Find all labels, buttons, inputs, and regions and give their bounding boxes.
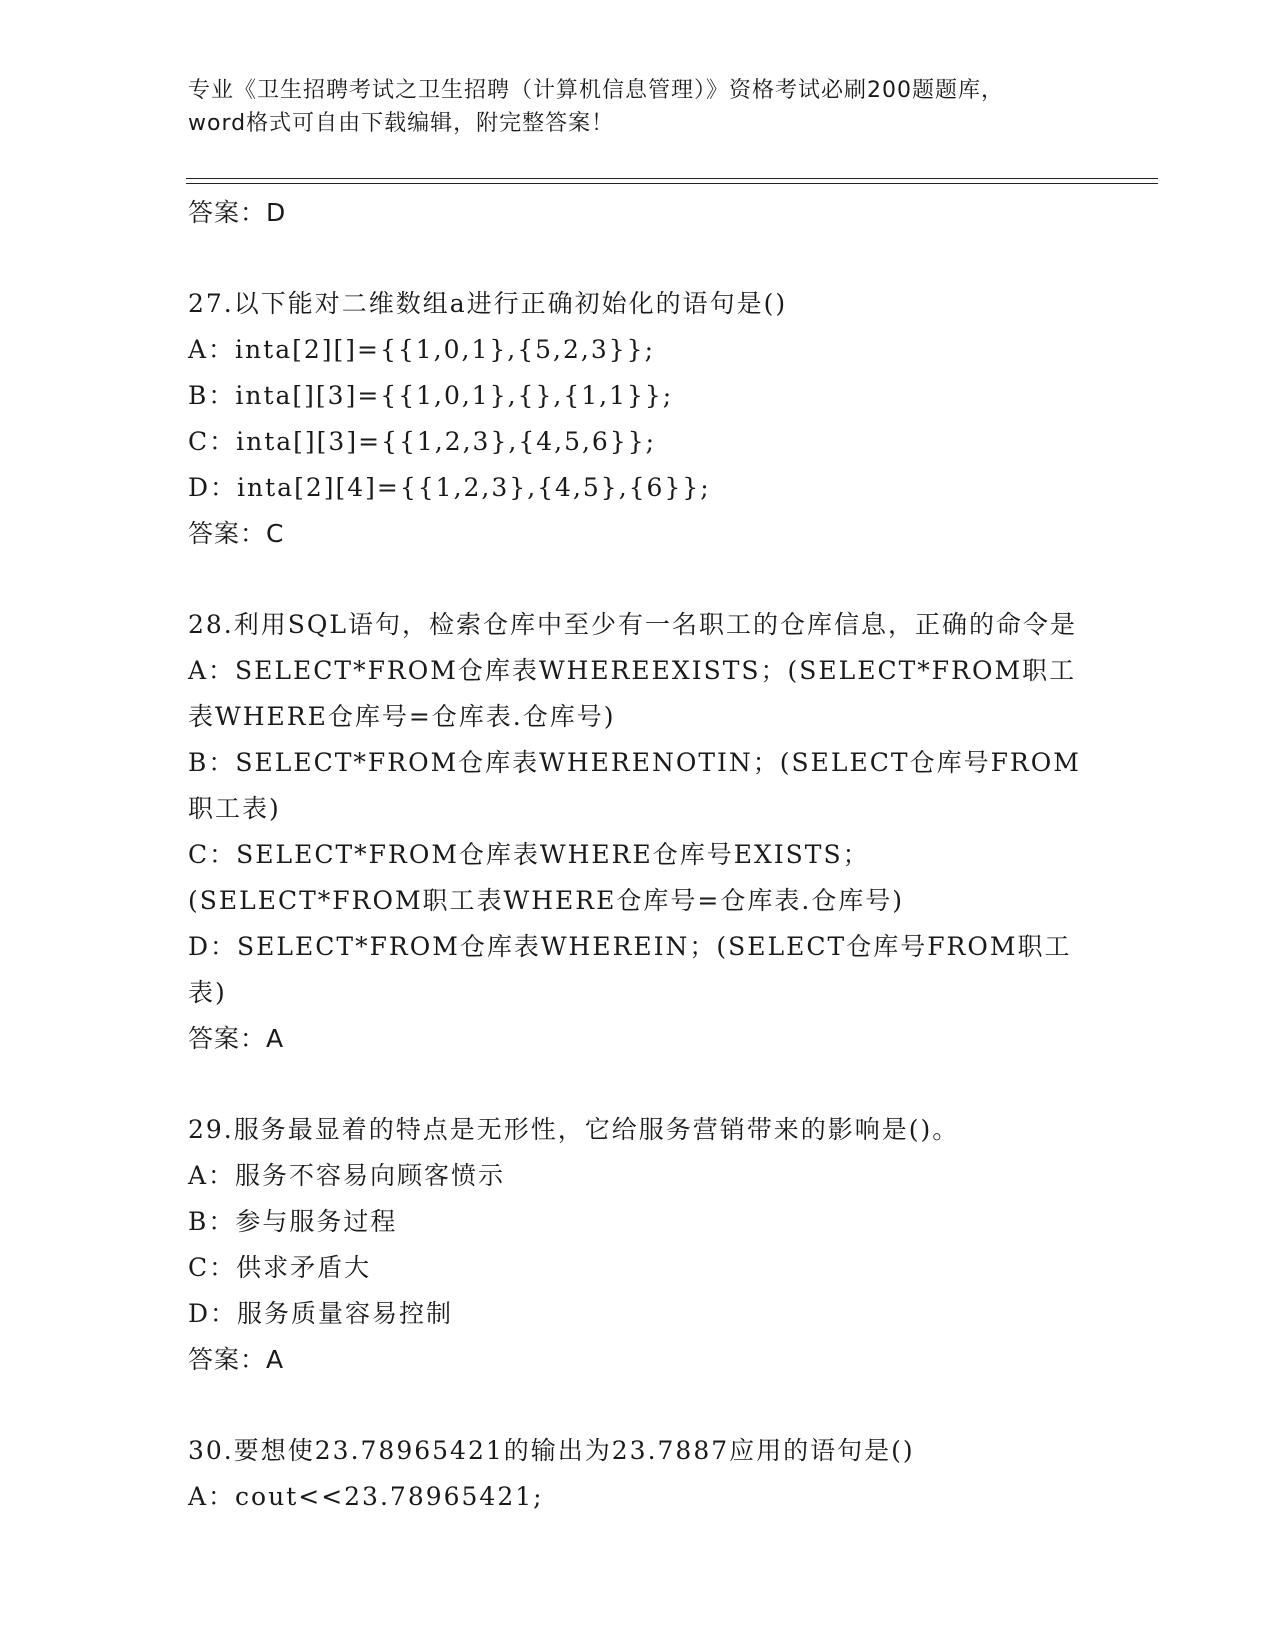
header-divider-top — [186, 178, 1158, 179]
question-stem: 29.服务最显着的特点是无形性，它给服务营销带来的影响是()。 — [188, 1115, 960, 1144]
document-header — [188, 74, 1088, 140]
option-b: B：SELECT*FROM仓库表WHERENOTIN；(SELECT仓库号FROM职工表) — [188, 748, 1081, 823]
option-a: A：服务不容易向顾客愤示 — [188, 1161, 506, 1190]
option-b: B：参与服务过程 — [188, 1207, 398, 1236]
header-line-1: 专业《卫生招聘考试之卫生招聘（计算机信息管理）》资格考试必刷200题题库， — [188, 78, 1004, 103]
answer-line: 答案：A — [188, 1024, 285, 1053]
option-b: B：inta[][3]={{1,0,1},{},{1,1}}; — [188, 381, 674, 410]
option-c: C：SELECT*FROM仓库表WHERE仓库号EXISTS；(SELECT*FROM职工表WHERE仓库号=仓库表.仓库号) — [188, 840, 905, 915]
option-d: D：服务质量容易控制 — [188, 1299, 454, 1328]
option-a: A：cout<<23.78965421; — [188, 1482, 544, 1511]
question-stem: 30.要想使23.78965421的输出为23.7887应用的语句是() — [188, 1436, 915, 1465]
option-c: C：inta[][3]={{1,2,3},{4,5,6}}; — [188, 427, 657, 456]
option-d: D：SELECT*FROM仓库表WHEREIN；(SELECT仓库号FROM职工表) — [188, 932, 1072, 1007]
question-list — [188, 190, 1088, 1520]
option-a: A：SELECT*FROM仓库表WHEREEXISTS；(SELECT*FROM职工表WHERE仓库号=仓库表.仓库号) — [188, 656, 1077, 731]
answer-line: 答案：A — [188, 1345, 285, 1374]
question-30 — [188, 1428, 1088, 1520]
option-d: D：inta[2][4]={{1,2,3},{4,5},{6}}; — [188, 473, 711, 502]
header-divider-bottom — [186, 183, 1158, 184]
answer-line: 答案：C — [188, 519, 285, 548]
option-c: C：供求矛盾大 — [188, 1253, 372, 1282]
question-28 — [188, 602, 1088, 1062]
question-stem: 28.利用SQL语句，检索仓库中至少有一名职工的仓库信息，正确的命令是 — [188, 610, 1077, 639]
header-line-2: word格式可自由下载编辑，附完整答案！ — [188, 111, 615, 136]
question-27 — [188, 281, 1088, 557]
question-stem: 27.以下能对二维数组a进行正确初始化的语句是() — [188, 289, 788, 318]
answer-line: 答案：D — [188, 198, 287, 227]
question-29 — [188, 1107, 1088, 1383]
option-a: A：inta[2][]={{1,0,1},{5,2,3}}; — [188, 335, 655, 364]
